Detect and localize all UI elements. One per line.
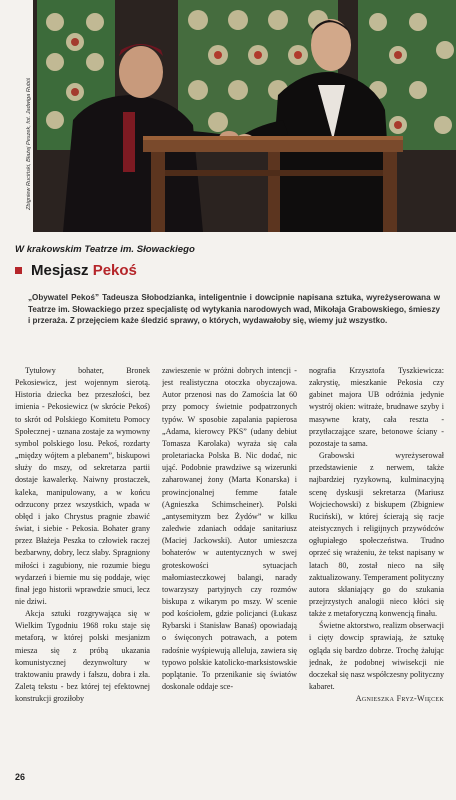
article-author: Agnieszka Fryz-Więcek: [355, 694, 444, 704]
paragraph: Świetne aktorstwo, realizm obserwacji i cięty dowcip sprawiają, że sztukę ogląda się bardzo dobrze. Trochę żałując jednak, że podobnej wiwisekcji nie doczekał się nasz współczesny polityczny kabaret.: [309, 621, 444, 692]
photo-credit-text: Zbigniew Ruciński, Błażej Peszek, fot. Jadwiga Rubiś: [26, 77, 32, 210]
article-body: [15, 365, 444, 767]
column-3: [309, 365, 444, 767]
photo-caption: W krakowskim Teatrze im. Słowackiego: [15, 244, 195, 255]
title-part-1: Mesjasz: [31, 262, 93, 279]
paragraph: Tytułowy bohater, Bronek Pekosiewicz, jest wojennym sierotą. Historia dziecka bez przeszłości, bez imienia - Pekosiewicz (w skrócie Pekoś) to skrót od Polskiego Komitetu Pomocy Społecznej - uznana zostaje za wymowny symbol polskiego losu. Pekoś, rozdarty „między wójtem a plebanem”, biskupowi służy do mszy, od sekretarza partii dostaje kawalerkę. Naiwny prostaczek, kaleka, manipulowany, a w końcu odrzucony przez wszystkich, wpada w obłęd i jako Chrystus pragnie zbawić świat, i siebie - Pekosia. Bohater grany przez Błażeja Peszka to człowiek raczej bezbarwny, dobry, lecz słaby. Spragniony miłości i zagubiony, nie rozumie biegu wydarzeń i biernie mu się poddaje, więc finał jego historii wprawdzie smuci, lecz nie dziwi.: [15, 366, 150, 606]
column-1: [15, 365, 150, 767]
paragraph: zawieszenie w próżni dobrych intencji - jest realistyczna otoczka obyczajowa. Autor przenosi nas do Zamościa lat 60 przy pomocy świetnie podpatrzonych typów. W sposobie zapalania papierosa „Adama, kierowcy PKS” (udany debiut Tomasza Karolaka) wyraża się cała proletariacka Polska B. Nic dodać, nic ująć. Podobnie prawdziwe są wizerunki zaharowanej żony (Marta Konarska) i prowincjonalnej femme fatale (Agnieszka Schimscheiner). Polski „antysemityzm bez Żydów” w kilku zaledwie zdaniach oddaje sanitariusz (Maciej Jackowski). Autor umieszcza bohaterów w autentycznych w swej groteskowości sytuacjach małomiasteczkowej balangi, narady towarzyszy partyjnych czy rozmów biskupa z wikarym po mszy. W scenie pod kościołem, gdzie policjanci (Łukasz Rybarski i Stanisław Banaś) opowiadają o święconych potrawach, a potem radośnie wyśpiewują alleluja, zawiera się typowo polskie katolicko-marksistowskie poplątanie. To przenikanie się światów doskonale oddaje sce-: [162, 366, 297, 692]
paragraph: nografia Krzysztofa Tyszkiewicza: zakrystię, mieszkanie Pekosia czy gabinet majora UB odróżnia jedynie wystrój okien: witraże, brudnawe szyby i masywne kraty, cała reszta - przytłaczające szare, betonowe ściany - pozostaje ta sama.: [309, 366, 444, 448]
paragraph: Akcja sztuki rozgrywająca się w Wielkim Tygodniu 1968 roku staje się metaforą, w której polski mesjanizm miesza się z próbą ukazania komunistycznej dezynwoltury w traktowaniu prawdy i fałszu, dobra i zła. Zaletą tekstu - bez której tej efektownej konstrukcji groziłoby: [15, 609, 150, 704]
paragraph: Grabowski wyreżyserował przedstawienie z nerwem, także najbardziej ryzykowną, kulminacyjną scenę dyskusji sekretarza (Mariusz Wojciechowski) z biskupem (Zbigniew Ruciński), w której ścierają się racje ateistycznych i religijnych przywódców ogłupiałego społeczeństwa. Trudno oprzeć się wrażeniu, że tekst napisany w latach 80, został nieco na siłę zaktualizowany. Temperament polityczny autora skłaniający go do szukania przejrzystych analogii nieco kłóci się także z metaforyczną konwencją finału.: [309, 451, 444, 619]
article-lead: „Obywatel Pekoś” Tadeusza Słobodzianka, inteligentnie i dowcipnie napisana sztuka, wyreżyserowana w Teatrze im. Słowackiego przez specjalistę od wytykania narodowych wad, Mikołaja Grabowskiego, śmieszy i przeraża. Z przejęciem każe śledzić sprawy, o których, wydawałoby się, wiemy już wszystko.: [28, 293, 440, 326]
title-part-2: Pekoś: [92, 262, 137, 279]
article-title: [15, 262, 137, 279]
column-2: [162, 365, 297, 767]
title-bullet-square: [15, 267, 22, 274]
theatre-scene-illustration: [33, 0, 456, 232]
photo-credit: [14, 40, 32, 210]
theatre-photo: [33, 0, 456, 232]
page-number: 26: [15, 772, 26, 782]
